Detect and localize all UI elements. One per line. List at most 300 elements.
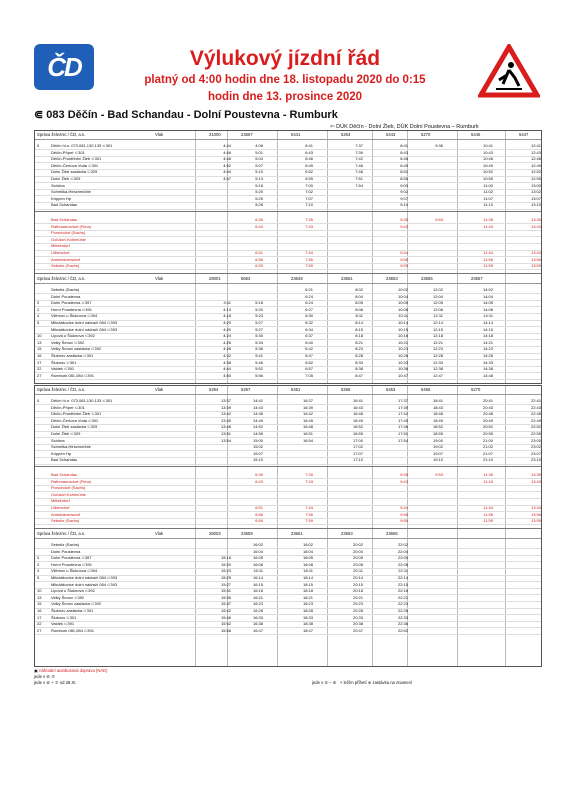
departure-time: 15:18	[220, 555, 231, 561]
departure-time: 22:49	[530, 417, 541, 423]
departure-time: 14:49	[252, 417, 263, 423]
departure-time: 14:11	[483, 313, 493, 319]
departure-time: 8:23	[355, 346, 363, 352]
station-name: Schmilka-Hirschmühle	[51, 444, 91, 450]
departure-time: 18:02	[302, 542, 313, 547]
departure-time: 5:27	[255, 326, 263, 332]
departure-time: 16:47	[252, 627, 263, 633]
departure-time: 17:54	[397, 437, 408, 443]
departure-time: 16:11	[253, 568, 263, 574]
departure-time: 12:38	[432, 366, 443, 372]
departure-time: 12:11	[433, 313, 443, 319]
departure-time: 11:35	[483, 217, 493, 222]
departure-time: 20:15	[352, 581, 363, 587]
departure-time: 10:04	[397, 293, 408, 299]
departure-time: 11:02	[483, 189, 493, 195]
departure-time: 13:45	[220, 417, 231, 423]
departure-time: 6:24	[305, 293, 313, 299]
vlak-label: Vlak	[155, 132, 164, 137]
departure-time: 15:37	[220, 601, 231, 607]
departure-time: 15:58	[220, 627, 231, 633]
departure-time: 22:28	[397, 608, 408, 613]
departure-time: 4:48	[223, 156, 231, 162]
station-name: Velký Šenov ⊂392	[51, 339, 85, 345]
departure-time: 10:05	[397, 300, 408, 306]
departure-time: 16:48	[302, 424, 313, 430]
departure-time: 6:43	[255, 223, 263, 229]
departure-time: 7:48	[355, 169, 363, 175]
train-number: 23659	[241, 531, 253, 536]
station-name: Krippen Hp	[51, 450, 72, 456]
legend-right: jede v ⑤ – ⑥ × ležím příhetí ⊕ zastávka na znamení	[312, 680, 413, 685]
departure-time: 5:28	[255, 202, 263, 208]
timetable-row	[35, 202, 541, 209]
station-name: Valdek ⊂391	[51, 621, 75, 627]
departure-time: 22:04	[397, 548, 408, 554]
departure-time: 10:41	[482, 143, 493, 148]
route-heading: ⋐ 083 Děčín - Bad Schandau - Dolní Poustevna - Rumburk	[34, 109, 338, 121]
departure-time: 13:35	[530, 217, 541, 222]
km-value: 0	[37, 555, 40, 561]
departure-time: 12:05	[432, 300, 443, 306]
departure-time: 8:11	[355, 313, 363, 319]
km-value: 2	[37, 561, 40, 567]
departure-time: 7:56	[305, 511, 313, 517]
departure-time: 16:49	[352, 417, 363, 423]
departure-time: 14:52	[252, 424, 263, 430]
departure-time: 6:41	[305, 143, 313, 148]
station-name: Dolní Poustevna ⊂397	[51, 555, 92, 561]
departure-time: 14:23	[482, 346, 493, 352]
departure-time: 13:10	[530, 202, 541, 208]
departure-time: 10:21	[397, 339, 408, 345]
km-value: 15	[37, 601, 42, 607]
station-name: Velký Šenov ⊂392	[51, 594, 85, 600]
train-number: 23655	[421, 276, 433, 281]
section-divider	[35, 211, 541, 212]
departure-time: 12:43	[530, 149, 541, 155]
km-value: 0	[37, 143, 40, 148]
departure-time: 11:56	[483, 511, 493, 517]
departure-time: 12:08	[432, 306, 443, 312]
departure-time: 5:20	[255, 306, 263, 312]
station-name: Schmilka-Hirschmühle	[51, 189, 91, 195]
departure-time: 12:46	[530, 156, 541, 162]
train-number: 23657	[471, 276, 483, 281]
departure-time: 19:02	[432, 444, 443, 450]
logo-text: ČD	[47, 51, 81, 82]
departure-time: 9:59	[400, 518, 408, 524]
station-name: Dolní Žleb ⊂329	[51, 176, 81, 181]
departure-time: 12:14	[432, 320, 443, 325]
departure-time: 4:52	[223, 162, 231, 168]
departure-time: 13:56	[530, 511, 541, 517]
departure-time: 22:46	[530, 411, 541, 417]
train-number: 5451	[291, 387, 301, 392]
departure-time: 12:49	[530, 162, 541, 168]
station-name: Lipová u Šluknova ⊂392	[51, 588, 95, 594]
departure-time: 7:42	[355, 156, 363, 162]
departure-time: 14:21	[482, 339, 493, 345]
departure-time: 6:47	[305, 353, 313, 358]
km-value: 13	[37, 594, 42, 600]
rail-track-icon: ⋐	[34, 109, 47, 121]
station-name: Dolní Poustevna	[51, 548, 81, 554]
departure-time: 16:15	[252, 581, 263, 587]
train-number: 6653	[241, 276, 251, 281]
train-number: 23653	[386, 276, 398, 281]
departure-time: 12:23	[432, 346, 443, 352]
departure-time: 12:28	[432, 353, 443, 358]
departure-time: 9:43	[400, 223, 408, 229]
departure-time: 7:43	[305, 223, 313, 229]
departure-time: 20:41	[482, 398, 493, 403]
departure-time: 22:14	[397, 575, 408, 580]
km-value: 4	[37, 568, 40, 574]
departure-time: 22:33	[397, 614, 408, 620]
departure-time: 22:23	[397, 601, 408, 607]
departure-time: 17:51	[397, 431, 408, 436]
departure-time: 18:08	[302, 561, 313, 567]
departure-time: 16:02	[252, 542, 263, 547]
station-name: Dolní Žleb zastávka ⊂329	[51, 424, 98, 430]
departure-time: 17:07	[352, 450, 363, 456]
departure-time: 7:59	[305, 263, 313, 269]
departure-time: 19:10	[432, 457, 443, 463]
departure-time: 9:56	[400, 511, 408, 517]
roadwork-warning-icon	[478, 44, 540, 98]
departure-time: 9:00	[400, 182, 408, 188]
departure-time: 13:39	[220, 404, 231, 410]
timetable-row	[35, 628, 541, 635]
station-name: Schöna	[51, 437, 65, 443]
station-name: Horní Poustevna ⊂391	[51, 306, 92, 312]
departure-time: 12:41	[530, 143, 541, 148]
section-divider	[35, 466, 541, 467]
departure-time: 8:08	[355, 306, 363, 312]
station-name: Valdek ⊂391	[51, 366, 75, 372]
timetable-row	[35, 373, 541, 380]
km-value: 10	[37, 588, 42, 594]
departure-time: 18:33	[302, 614, 313, 620]
departure-time: 15:46	[220, 614, 231, 620]
departure-time: 5:16	[255, 182, 263, 188]
departure-time: 5:20	[255, 189, 263, 195]
train-number: 23663	[341, 531, 353, 536]
departure-time: 12:33	[432, 359, 443, 365]
departure-time: 6:59	[255, 518, 263, 524]
departure-time: 16:14	[252, 575, 263, 580]
departure-time: 4:32	[223, 353, 231, 358]
departure-time: 22:43	[530, 404, 541, 410]
departure-time: 4:50	[223, 372, 231, 378]
departure-time: 4:06	[255, 143, 263, 148]
departure-time: 10:28	[397, 353, 408, 358]
station-name: Šluknov zastávka ⊂301	[51, 353, 94, 358]
departure-time: 22:08	[397, 561, 408, 567]
departure-time: 16:46	[352, 411, 363, 417]
departure-time: 7:44	[305, 505, 313, 510]
departure-time: 20:14	[352, 575, 363, 580]
departure-time: 16:23	[252, 601, 263, 607]
train-number: 28001	[209, 276, 221, 281]
station-name: Bad Schandau	[51, 472, 78, 477]
departure-time: 10:14	[397, 320, 408, 325]
direction-note: ⇦ DÚK Děčín - Dolní Žleb, DÚK Dolní Poustevna – Rumburk	[330, 124, 479, 130]
station-name: Ulbersdorf	[51, 250, 70, 255]
vlak-label: Vlak	[155, 276, 164, 281]
departure-time: 6:24	[305, 300, 313, 306]
departure-time: 16:28	[252, 608, 263, 613]
km-value: 13	[37, 339, 42, 345]
departure-time: 20:43	[482, 404, 493, 410]
departure-time: 12:02	[432, 287, 443, 292]
departure-time: 14:46	[252, 411, 263, 417]
departure-time: 9:43	[400, 478, 408, 484]
train-number: 5266	[341, 387, 351, 392]
departure-time: 8:47	[355, 372, 363, 378]
departure-time: 16:38	[252, 621, 263, 627]
departure-time: 6:42	[305, 346, 313, 352]
departure-time: 8:15	[355, 326, 363, 332]
km-value: 0	[37, 398, 40, 403]
station-name: Schöna	[51, 182, 65, 188]
departure-time: 5:34	[255, 339, 263, 345]
station-name: Mikulášovice dolní nádraží 084 ⊂393	[51, 320, 118, 325]
departure-time: 6:30	[305, 313, 313, 319]
departure-time: 20:11	[353, 568, 363, 574]
departure-time: 14:55	[252, 431, 263, 436]
departure-time: 13:44	[530, 505, 541, 510]
departure-time: 9:35	[400, 217, 408, 222]
departure-time: 13:44	[530, 250, 541, 255]
departure-time: 19:07	[432, 450, 443, 456]
operator-label: Správa železnic / ČD, a.s.	[37, 276, 86, 281]
departure-time: 13:42	[220, 411, 231, 417]
station-name: Sebnitz (Sachs)	[51, 263, 80, 269]
departure-time: 6:32	[305, 320, 313, 325]
departure-time: 14:02	[482, 287, 493, 292]
station-name: Amtshainersdorf	[51, 511, 81, 517]
departure-time: 9:59	[400, 263, 408, 269]
train-header-row	[35, 386, 541, 395]
departure-time: 7:07	[305, 195, 313, 201]
departure-time: 18:18	[302, 588, 313, 594]
departure-time: 14:28	[482, 353, 493, 358]
departure-time: 6:55	[305, 176, 313, 181]
km-value: 5	[37, 320, 40, 325]
departure-time: 4:20	[223, 326, 231, 332]
departure-time: 13:00	[530, 182, 541, 188]
departure-time: 12:52	[530, 169, 541, 175]
departure-time: 8:41	[400, 143, 408, 148]
departure-time: 20:08	[352, 561, 363, 567]
station-name: Šluknov ⊂301	[51, 614, 77, 620]
departure-time: 18:04	[302, 548, 313, 554]
departure-time: 9:44	[400, 250, 408, 255]
departure-time: 6:40	[305, 339, 313, 345]
station-name: Šluknov ⊂301	[51, 359, 77, 365]
departure-time: 11:00	[483, 182, 493, 188]
departure-time: 6:52	[305, 359, 313, 365]
departure-time: 20:04	[352, 548, 363, 554]
departure-time: 8:55	[400, 176, 408, 181]
departure-time: 22:38	[397, 621, 408, 627]
departure-time: 15:25	[220, 575, 231, 580]
departure-time: 16:51	[302, 431, 313, 436]
departure-time: 13:35	[530, 472, 541, 477]
departure-time: 5:01	[255, 149, 263, 155]
operator-label: Správa železnic / ČD, a.s.	[37, 531, 86, 536]
station-name: Bad Schandau	[51, 457, 78, 463]
departure-time: 23:00	[530, 437, 541, 443]
departure-time: 20:46	[482, 411, 493, 417]
station-name: Děčín-Přípeř ⊂301	[51, 149, 85, 155]
departure-time: 12:18	[432, 333, 443, 339]
departure-time: 7:02	[305, 189, 313, 195]
km-value: 17	[37, 359, 42, 365]
departure-time: 13:43	[530, 223, 541, 229]
departure-time: 15:31	[220, 588, 231, 594]
km-value: 27	[37, 372, 42, 378]
departure-time: 9:53	[435, 217, 443, 222]
km-value: 27	[37, 627, 42, 633]
departure-time: 4:26	[223, 339, 231, 345]
departure-time: 20:33	[352, 614, 363, 620]
departure-time: 7:35	[305, 472, 313, 477]
station-name: Lipová u Šluknova ⊂392	[51, 333, 95, 339]
departure-time: 16:21	[252, 594, 263, 600]
departure-time: 16:33	[252, 614, 263, 620]
departure-time: 11:35	[483, 472, 493, 477]
station-name: Dolní Poustevna ⊂397	[51, 300, 92, 306]
departure-time: 8:14	[355, 320, 363, 325]
section-divider	[35, 273, 541, 274]
departure-time: 6:59	[255, 263, 263, 269]
departure-time: 4:11	[223, 300, 231, 306]
departure-time: 16:05	[252, 555, 263, 561]
vlak-label: Vlak	[155, 531, 164, 536]
departure-time: 20:28	[352, 608, 363, 613]
departure-time: 16:08	[252, 561, 263, 567]
departure-time: 11:10	[483, 202, 493, 208]
departure-time: 21:07	[482, 450, 493, 456]
departure-time: 20:49	[482, 417, 493, 423]
train-number: 5443	[386, 132, 396, 137]
departure-time: 19:00	[432, 437, 443, 443]
km-value: 15	[37, 346, 42, 352]
departure-time: 9:36	[435, 143, 443, 148]
departure-time: 11:56	[483, 256, 493, 262]
departure-time: 18:41	[432, 398, 443, 403]
departure-time: 9:07	[400, 195, 408, 201]
train-number: 5445	[471, 132, 481, 137]
station-name: Mikulášovice dolní nádraží 084 ⊂393	[51, 575, 118, 580]
departure-time: 5:46	[255, 359, 263, 365]
station-name: Velký Šenov zastávka ⊂392	[51, 346, 102, 352]
departure-time: 11:43	[483, 478, 493, 484]
departure-time: 17:02	[352, 444, 363, 450]
station-name: Sebnitz (Sachs)	[51, 518, 80, 524]
departure-time: 4:46	[223, 149, 231, 155]
section-divider	[35, 528, 541, 529]
station-name: Porschdorf (Sachs)	[51, 230, 86, 236]
departure-time: 13:37	[220, 398, 231, 403]
departure-time: 20:23	[352, 601, 363, 607]
departure-time: 14:04	[482, 293, 493, 299]
departure-time: 6:56	[255, 256, 263, 262]
departure-time: 20:02	[352, 542, 363, 547]
departure-time: 10:47	[397, 372, 408, 378]
departure-time: 13:59	[530, 263, 541, 269]
departure-time: 15:42	[220, 608, 231, 613]
departure-time: 4:24	[223, 333, 231, 339]
km-value: 2	[37, 306, 40, 312]
departure-time: 13:07	[530, 195, 541, 201]
departure-time: 18:14	[302, 575, 313, 580]
departure-time: 14:14	[482, 320, 493, 325]
departure-time: 12:21	[432, 339, 443, 345]
station-name: Dolní Poustevna	[51, 293, 81, 299]
station-name: Porschdorf (Sachs)	[51, 485, 86, 491]
km-value: 0	[37, 300, 40, 306]
departure-time: 10:11	[398, 313, 408, 319]
station-name: Mikulášovice dolní nádraží 084 ⊂393	[51, 326, 118, 332]
train-number: 23661	[291, 531, 303, 536]
departure-time: 11:44	[483, 505, 493, 510]
departure-time: 17:42	[397, 411, 408, 417]
departure-time: 20:21	[352, 594, 363, 600]
departure-time: 4:38	[223, 359, 231, 365]
departure-time: 16:45	[302, 417, 313, 423]
departure-time: 11:44	[483, 250, 493, 255]
station-name: Velký Šenov zastávka ⊂392	[51, 601, 102, 607]
departure-time: 9:35	[400, 472, 408, 477]
departure-time: 6:35	[255, 217, 263, 222]
departure-time: 18:55	[432, 431, 443, 436]
departure-time: 14:08	[482, 306, 493, 312]
train-number: 23665	[386, 531, 398, 536]
departure-time: 17:39	[397, 404, 408, 410]
station-name: Bad Schandau	[51, 202, 78, 208]
departure-time: 8:38	[355, 366, 363, 372]
departure-time: 4:54	[223, 169, 231, 175]
km-value: 17	[37, 614, 42, 620]
departure-time: 7:00	[305, 182, 313, 188]
departure-time: 10:23	[397, 346, 408, 352]
departure-time: 15:20	[220, 561, 231, 567]
train-header-row	[35, 131, 541, 140]
departure-time: 4:57	[223, 176, 231, 181]
departure-time: 6:52	[305, 169, 313, 175]
departure-time: 20:18	[352, 588, 363, 594]
departure-time: 4:28	[223, 346, 231, 352]
train-number: 5455	[421, 387, 431, 392]
timetable-section-2	[34, 385, 542, 667]
departure-time: 10:49	[482, 162, 493, 168]
operator-label: Správa železnic / ČD, a.s.	[37, 387, 86, 392]
departure-time: 20:05	[352, 555, 363, 561]
train-number: 5447	[519, 132, 529, 137]
departure-time: 8:05	[355, 300, 363, 306]
departure-time: 18:28	[302, 608, 313, 613]
departure-time: 5:25	[255, 195, 263, 201]
timetable-row	[35, 518, 541, 525]
train-number: 5264	[209, 387, 219, 392]
departure-time: 13:56	[530, 256, 541, 262]
station-name: Horní Poustevna ⊂391	[51, 561, 92, 567]
departure-time: 23:02	[530, 444, 541, 450]
